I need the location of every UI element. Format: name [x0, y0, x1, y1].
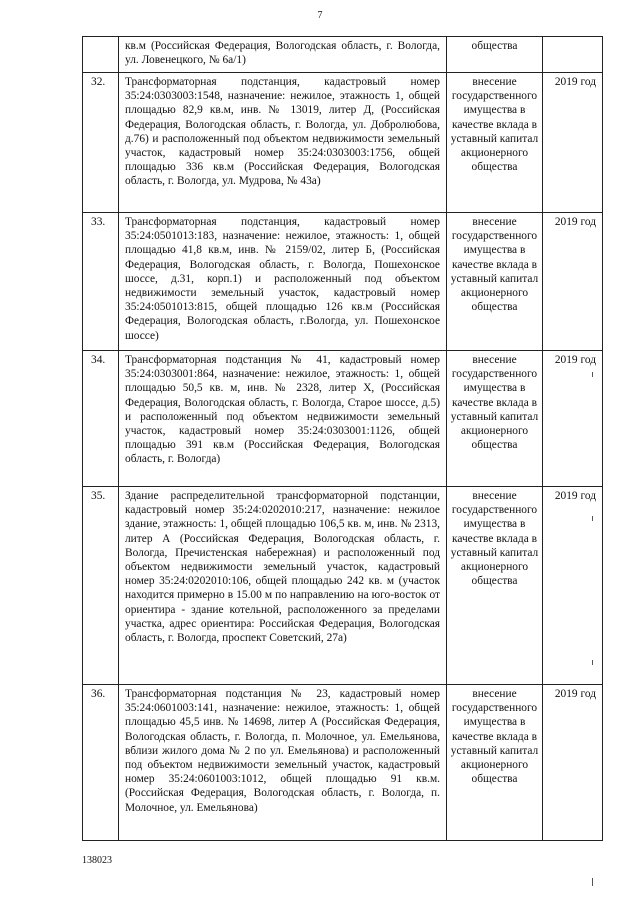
- privatization-year: 2019 год: [543, 487, 603, 685]
- row-number: [83, 37, 119, 73]
- privatization-method: внесение государственного имущества в качестве вклада в уставный капитал акционерного общества: [447, 685, 543, 841]
- table-row: [83, 487, 603, 685]
- privatization-method: общества: [447, 37, 543, 73]
- property-description: кв.м (Российская Федерация, Вологодская область, г. Вологда, ул. Ловенецкого, № 6а/1): [119, 37, 447, 73]
- privatization-year: 2019 год: [543, 351, 603, 487]
- scan-mark: [592, 660, 593, 665]
- property-description: Здание распределительной трансформаторной подстанции, кадастровый номер 35:24:0202010:217, назначение: нежилое здание, этажность: 1, общей площадью 106,5 кв. м, инв. № 2313, литер А (Российская Федерация, Вологодская область, г. Вологда, Пречистенская набережная) и расположенный под объектом недвижимости земельный участок, кадастровый номер 35:24:0202010:106, общей площадью 242 кв. м (участок находится примерно в 15.00 м по направлению на юго-восток от ориентира - здание котельной, расположенного за пределами участка, адрес ориентира: Российская Федерация, Вологодская область, г. Вологда, проспект Советский, 27а): [119, 487, 447, 685]
- property-description: Трансформаторная подстанция № 23, кадастровый номер 35:24:0601003:141, назначение: нежилое, этажность: 1, общей площадью 45,5 инв. № 14698, литер А (Российская Федерация, Вологодская область, г. Вологда, п. Молочное, ул. Емельянова, вблизи жилого дома № 2 по ул. Емельянова) и расположенный под объектом недвижимости земельный участок, кадастровый номер 35:24:0601003:1012, общей площадью 91 кв.м. (Российская Федерация, Вологодская область, г. Вологда, п. Молочное, ул. Емельянова): [119, 685, 447, 841]
- property-table: [82, 36, 603, 841]
- row-number: 32.: [83, 73, 119, 213]
- table-row: [83, 685, 603, 841]
- document-code: 138023: [82, 855, 112, 866]
- property-description: Трансформаторная подстанция № 41, кадастровый номер 35:24:0303001:864, назначение: нежилое, этажность: 1, общей площадью 50,5 кв. м, инв. № 2328, литер Х, (Российская Федерация, Вологодская область, г. Вологда, Старое шоссе, д.5) и расположенный под объектом недвижимости земельный участок, кадастровый номер 35:24:0303001:1126, общей площадью 391 кв.м (Российская Федерация, Вологодская область, г. Вологда): [119, 351, 447, 487]
- scan-mark: [592, 516, 593, 521]
- row-number: 35.: [83, 487, 119, 685]
- privatization-method: внесение государственного имущества в качестве вклада в уставный капитал акционерного общества: [447, 73, 543, 213]
- scan-mark: [592, 878, 593, 886]
- privatization-year: [543, 37, 603, 73]
- row-number: 36.: [83, 685, 119, 841]
- property-description: Трансформаторная подстанция, кадастровый номер 35:24:0303003:1548, назначение: нежилое, этажность 1, общей площадью 82,9 кв.м, инв. № 13019, литер Д, (Российская Федерация, Вологодская область, г. Вологда, ул. Добролюбова, д.76) и расположенный под объектом недвижимости земельный участок, кадастровый номер 35:24:0303003:1756, общей площадью 336 кв.м (Российская Федерация, Вологодская область, г. Вологда, ул. Мудрова, № 43а): [119, 73, 447, 213]
- privatization-year: 2019 год: [543, 685, 603, 841]
- privatization-method: внесение государственного имущества в качестве вклада в уставный капитал акционерного общества: [447, 487, 543, 685]
- privatization-year: 2019 год: [543, 213, 603, 351]
- privatization-year: 2019 год: [543, 73, 603, 213]
- row-number: 34.: [83, 351, 119, 487]
- property-description: Трансформаторная подстанция, кадастровый номер 35:24:0501013:183, назначение: нежилое, этажность: 1, общей площадью 41,8 кв.м, инв. № 2159/02, литер Б, (Российская Федерация, Вологодская область, г. Вологда, Пошехонское шоссе, д.31, корп.1) и расположенный под объектом недвижимости земельный участок, кадастровый номер 35:24:0501013:815, общей площадью 126 кв.м (Российская Федерация, Вологодская область, г.Вологда, ул. Пошехонское шоссе): [119, 213, 447, 351]
- privatization-method: внесение государственного имущества в качестве вклада в уставный капитал акционерного общества: [447, 351, 543, 487]
- row-number: 33.: [83, 213, 119, 351]
- table-row: [83, 37, 603, 73]
- page-number: 7: [317, 10, 323, 21]
- table-row: [83, 351, 603, 487]
- privatization-method: внесение государственного имущества в качестве вклада в уставный капитал акционерного общества: [447, 213, 543, 351]
- table-row: [83, 73, 603, 213]
- scan-mark: [592, 372, 593, 377]
- table-row: [83, 213, 603, 351]
